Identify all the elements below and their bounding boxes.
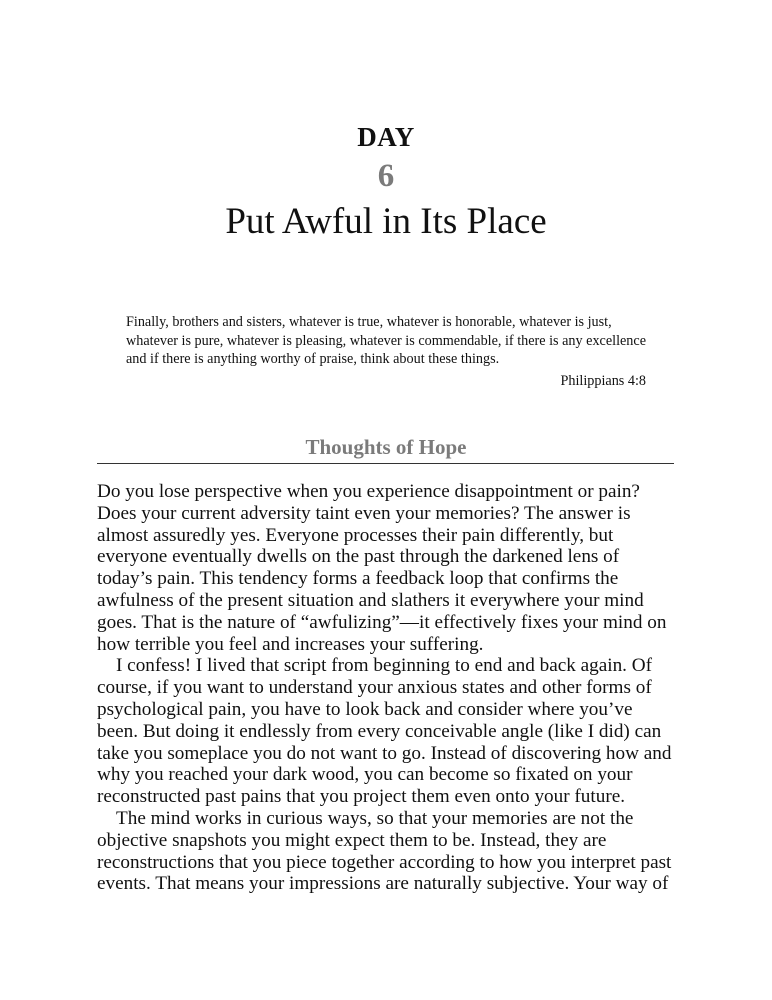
epigraph-quote: Finally, brothers and sisters, whatever is true, whatever is honorable, whatever is just, whatever is pure, whatever is pleasing, whatever is commendable, if there is any excellence and if there is anything worthy of praise, think about these things.	[126, 314, 646, 367]
body-paragraph: Do you lose perspective when you experience disappointment or pain? Does your current adversity taint even your memories? The answer is almost assuredly yes. Everyone processes their pain differently, but everyone eventually dwells on the past through the darkened lens of today’s pain. This tendency forms a feedback loop that confirms the awfulness of the present situation and slathers it everywhere your mind goes. That is the nature of “awfulizing”—it effectively fixes your mind on how terrible you feel and increases your suffering.	[97, 481, 667, 655]
body-paragraph: I confess! I lived that script from beginning to end and back again. Of course, if you want to understand your anxious states and other forms of psychological pain, you have to look back and consider where you’ve been. But doing it endlessly from every conceivable angle (like I did) can take you someplace you do not want to go. Instead of discovering how and why you reached your dark wood, you can become so fixated on your reconstructed past pains that you project them even onto your future.	[97, 655, 672, 808]
day-number: 6	[377, 158, 395, 194]
chapter-title: Put Awful in Its Place	[225, 201, 547, 242]
body-paragraph: The mind works in curious ways, so that your memories are not the objective snapshots you might expect them to be. Instead, they are reconstructions that you piece together according to how you interpret past events. That means your impressions are naturally subjective. Your way of	[97, 807, 672, 895]
section-heading: Thoughts of Hope	[305, 435, 467, 459]
body-text	[97, 481, 674, 895]
day-label: DAY	[357, 122, 415, 152]
section-divider	[97, 463, 674, 464]
epigraph-source: Philippians 4:8	[560, 373, 646, 389]
